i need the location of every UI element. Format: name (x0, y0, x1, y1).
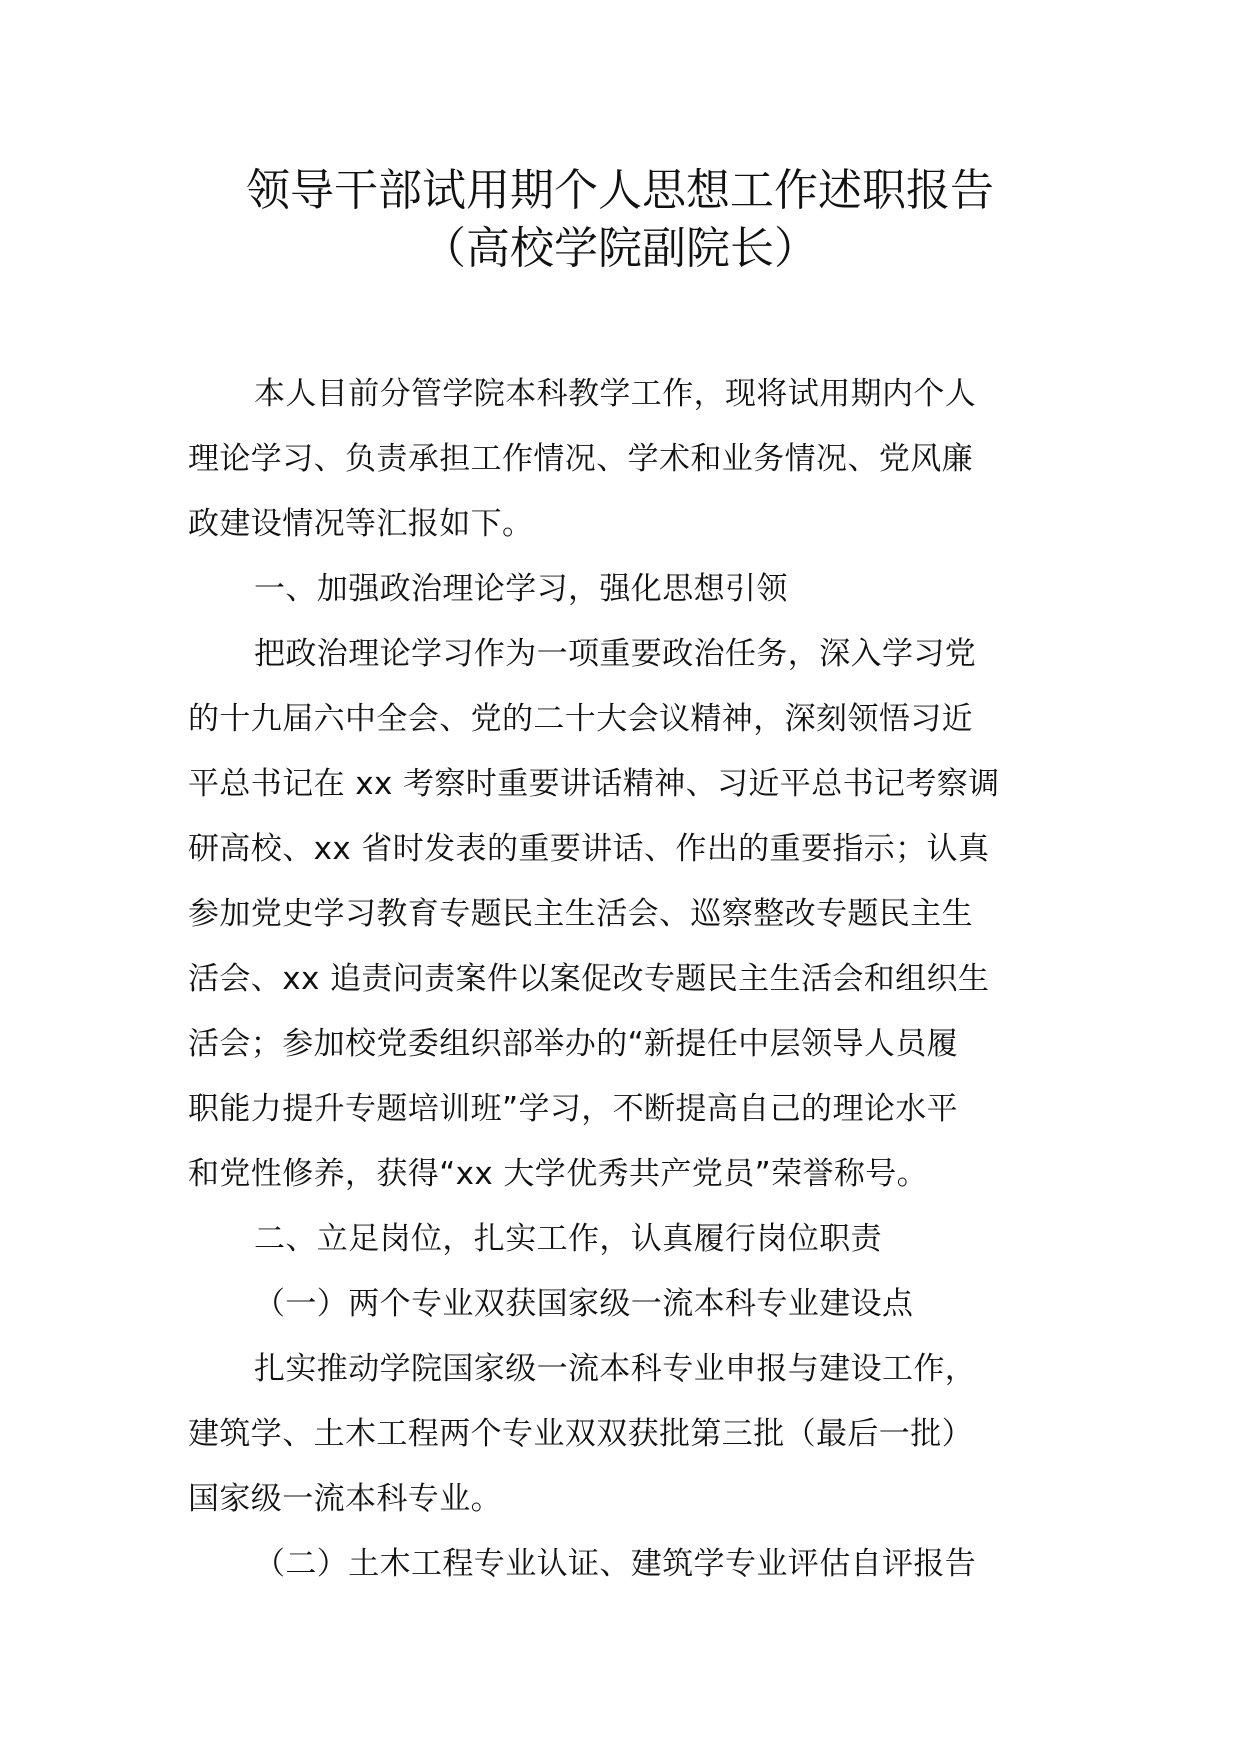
document-body (188, 362, 1054, 1597)
body-line: 扎实推动学院国家级一流本科专业申报与建设工作， (254, 1351, 977, 1387)
section-heading: 二、立足岗位，扎实工作，认真履行岗位职责 (254, 1221, 882, 1257)
body-line: 平总书记在 xx 考察时重要讲话精神、习近平总书记考察调 (188, 766, 1000, 802)
body-line: 把政治理论学习作为一项重要政治任务，深入学习党 (254, 636, 977, 672)
body-line: 理论学习、负责承担工作情况、学术和业务情况、党风廉 (188, 441, 973, 477)
body-line: 研高校、xx 省时发表的重要讲话、作出的重要指示；认真 (188, 831, 990, 867)
body-line: 活会；参加校党委组织部举办的“新提任中层领导人员履 (188, 1026, 959, 1062)
section-heading: 一、加强政治理论学习，强化思想引领 (254, 571, 788, 607)
body-line: 建筑学、土木工程两个专业双双获批第三批（最后一批） (188, 1416, 973, 1452)
body-line: 本人目前分管学院本科教学工作，现将试用期内个人 (254, 376, 977, 412)
title-line-1: 领导干部试用期个人思想工作述职报告 (246, 165, 994, 216)
body-line: 参加党史学习教育专题民主生活会、巡察整改专题民主生 (188, 896, 973, 932)
body-line: 活会、xx 追责问责案件以案促改专题民主生活会和组织生 (188, 961, 990, 997)
body-line: 职能力提升专题培训班”学习，不断提高自己的理论水平 (188, 1091, 959, 1127)
subsection-heading: （二）土木工程专业认证、建筑学专业评估自评报告 (254, 1546, 977, 1582)
body-line: 的十九届六中全会、党的二十大会议精神，深刻领悟习近 (188, 701, 973, 737)
body-line: 政建设情况等汇报如下。 (188, 506, 534, 542)
body-line: 国家级一流本科专业。 (188, 1481, 502, 1517)
title-line-2: （高校学院副院长） (422, 223, 818, 274)
body-line: 和党性修养，获得“xx 大学优秀共产党员”荣誉称号。 (188, 1156, 929, 1192)
subsection-heading: （一）两个专业双获国家级一流本科专业建设点 (254, 1286, 914, 1322)
document-title (0, 162, 1240, 278)
